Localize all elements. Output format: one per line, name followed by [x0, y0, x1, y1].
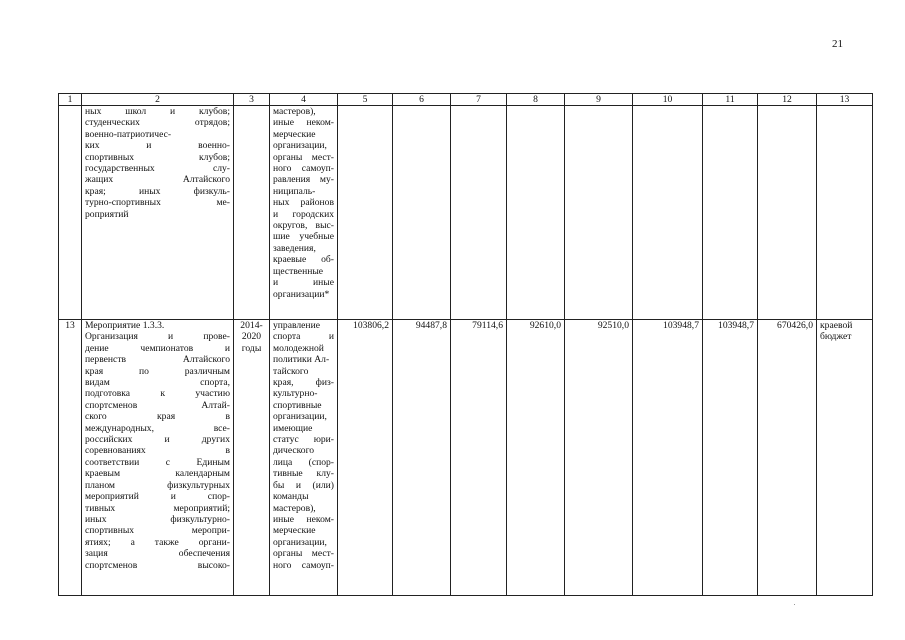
empty-cell	[633, 106, 703, 320]
text-line: спортсменов Алтай-	[85, 399, 230, 411]
text-line: подготовка к участию	[85, 388, 230, 400]
text-line: дение чемпионатов и	[85, 342, 230, 354]
text-line: 2020	[241, 331, 262, 343]
text-line: спорта и	[273, 331, 334, 343]
text-line: тайского	[273, 365, 309, 377]
text-line: ского края в	[85, 411, 230, 423]
column-number-header: 12	[758, 94, 817, 106]
empty-cell	[565, 106, 633, 320]
text-line: тивные клу-	[273, 468, 334, 480]
text-line: бы и (или)	[273, 479, 334, 491]
row-number-cell: 13	[59, 320, 82, 596]
value-cell: 79114,6	[451, 320, 507, 596]
text-line: организации,	[273, 536, 327, 548]
value-cell: 92610,0	[507, 320, 565, 596]
value-cell: 103948,7	[633, 320, 703, 596]
page-number: 21	[832, 38, 843, 50]
text-line: и иные	[273, 277, 334, 289]
text-line: мероприятий и спор-	[85, 491, 230, 503]
text-line: органы мест-	[273, 151, 334, 163]
text-line: российских и других	[85, 434, 230, 446]
column-number-header: 3	[234, 94, 270, 106]
funding-source-cell: краевой бюджет	[817, 320, 873, 596]
value-cell: 103806,2	[338, 320, 393, 596]
text-line: ного самоуп-	[273, 559, 334, 571]
text-line: статус юри-	[273, 434, 334, 446]
text-line: щественные	[273, 265, 324, 277]
text-line: роприятий	[85, 208, 129, 220]
column-number-header: 5	[338, 94, 393, 106]
text-line: организации*	[273, 288, 330, 300]
text-line: 2014-	[240, 320, 263, 331]
text-line: студенческих отрядов;	[85, 117, 230, 129]
text-line: тивных мероприятий;	[85, 502, 230, 514]
executor-cell	[270, 106, 338, 320]
value-cell: 92510,0	[565, 320, 633, 596]
text-line: видам спорта,	[85, 377, 230, 389]
text-line: команды	[273, 491, 309, 503]
text-line: планом физкультурных	[85, 479, 230, 491]
text-line: политики Ал-	[273, 354, 330, 366]
text-line: иных физкультурно-	[85, 513, 230, 525]
text-line: ятиях; а также органи-	[85, 536, 230, 548]
text-line: края; иных физкуль-	[85, 185, 230, 197]
text-line: заведения,	[273, 242, 316, 254]
text-line: организации,	[273, 140, 327, 152]
column-number-header: 10	[633, 94, 703, 106]
text-line: ких и военно-	[85, 140, 230, 152]
empty-cell	[703, 106, 758, 320]
text-line: иные неком-	[273, 513, 334, 525]
text-line: военно-патриотичес-	[85, 128, 172, 140]
text-line: ных районов	[273, 197, 334, 209]
measure-description-cell	[82, 320, 234, 596]
text-line: спортивные	[273, 399, 322, 411]
text-line: края, физ-	[273, 377, 334, 389]
text-line: спортивных меропри-	[85, 525, 230, 537]
text-line: ниципаль-	[273, 185, 316, 197]
text-line: имеющие	[273, 422, 313, 434]
text-line: международных, все-	[85, 422, 230, 434]
text-line: краевые об-	[273, 254, 334, 266]
text-line: культурно-	[273, 388, 318, 400]
text-line: первенств Алтайского	[85, 354, 230, 366]
text-line: иные неком-	[273, 117, 334, 129]
text-line: соревнованиях в	[85, 445, 230, 457]
column-number-header: 9	[565, 94, 633, 106]
text-line: органы мест-	[273, 548, 334, 560]
text-line: жащих Алтайского	[85, 174, 230, 186]
value-cell: 670426,0	[758, 320, 817, 596]
column-number-header: 4	[270, 94, 338, 106]
text-line: мастеров),	[273, 502, 316, 514]
measure-description-cell	[82, 106, 234, 320]
empty-cell	[758, 106, 817, 320]
empty-cell	[451, 106, 507, 320]
empty-cell	[507, 106, 565, 320]
column-number-header: 2	[82, 94, 234, 106]
continuation-row	[59, 106, 873, 320]
empty-cell	[393, 106, 451, 320]
value-cell: 103948,7	[703, 320, 758, 596]
scan-speck	[794, 604, 795, 605]
text-line: спортсменов высоко-	[85, 559, 230, 571]
executor-cell	[270, 320, 338, 596]
text-line: мерческие	[273, 525, 316, 537]
text-line: соответствии с Единым	[85, 456, 230, 468]
text-line: округов, выс-	[273, 220, 334, 232]
column-number-header: 13	[817, 94, 873, 106]
text-line: края по различным	[85, 365, 230, 377]
text-line: Мероприятие 1.3.3.	[85, 320, 165, 331]
program-measures-table	[58, 93, 873, 596]
text-line: Организация и прове-	[85, 331, 230, 343]
years-cell	[234, 106, 270, 320]
column-number-header: 7	[451, 94, 507, 106]
text-line: мерческие	[273, 128, 316, 140]
text-line: государственных слу-	[85, 163, 230, 175]
years-cell	[234, 320, 270, 596]
column-number-row	[59, 94, 873, 106]
text-line: турно-спортивных ме-	[85, 197, 230, 209]
text-line: лица (спор-	[273, 456, 334, 468]
text-line: равления му-	[273, 174, 334, 186]
text-line: мастеров),	[273, 106, 316, 117]
measure-row-1-3-3	[59, 320, 873, 596]
text-line: дического	[273, 445, 315, 457]
text-line: спортивных клубов;	[85, 151, 230, 163]
column-number-header: 1	[59, 94, 82, 106]
empty-cell	[338, 106, 393, 320]
column-number-header: 6	[393, 94, 451, 106]
text-line: молодежной	[273, 342, 324, 354]
text-line: годы	[241, 342, 262, 354]
column-number-header: 8	[507, 94, 565, 106]
column-number-header: 11	[703, 94, 758, 106]
text-line: ных школ и клубов;	[85, 106, 230, 117]
text-line: зация обеспечения	[85, 548, 230, 560]
text-line: шие учебные	[273, 231, 334, 243]
value-cell: 94487,8	[393, 320, 451, 596]
text-line: и городских	[273, 208, 334, 220]
text-line: управление	[273, 320, 320, 331]
text-line: краевым календарным	[85, 468, 230, 480]
text-line: ного самоуп-	[273, 163, 334, 175]
row-number-cell	[59, 106, 82, 320]
text-line: организации,	[273, 411, 327, 423]
empty-cell	[817, 106, 873, 320]
